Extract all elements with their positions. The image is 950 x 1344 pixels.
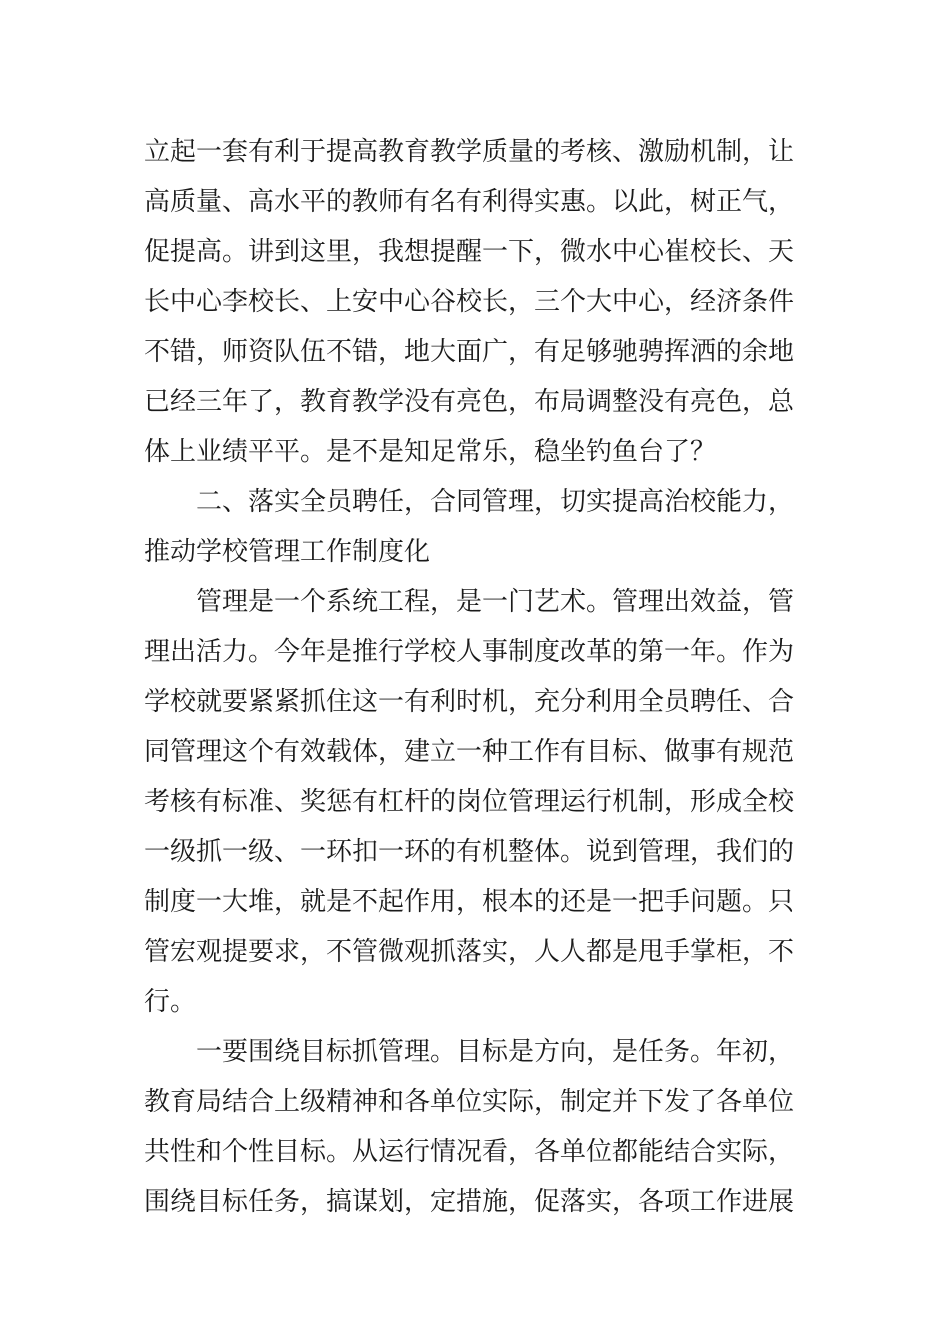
text-line: 管理是一个系统工程，是一门艺术。管理出效益，管 (196, 587, 795, 617)
text-line: 体上业绩平平。是不是知足常乐，稳坐钓鱼台了？ (144, 437, 717, 467)
text-line: 同管理这个有效载体，建立一种工作有目标、做事有规范 (144, 737, 795, 767)
text-line: 教育局结合上级精神和各单位实际，制定并下发了各单位 (144, 1087, 795, 1117)
text-line: 高质量、高水平的教师有名有利得实惠。以此，树正气， (144, 187, 795, 217)
text-line: 一级抓一级、一环扣一环的有机整体。说到管理，我们的 (144, 837, 795, 867)
body-text (144, 127, 812, 1227)
text-line: 一要围绕目标抓管理。目标是方向，是任务。年初， (196, 1037, 795, 1067)
text-line: 行。 (144, 987, 197, 1017)
section-heading-line: 二、落实全员聘任，合同管理，切实提高治校能力， (196, 487, 795, 517)
text-line: 围绕目标任务，搞谋划，定措施，促落实，各项工作进展 (144, 1187, 795, 1217)
text-line: 共性和个性目标。从运行情况看，各单位都能结合实际， (144, 1137, 795, 1167)
text-line: 已经三年了，教育教学没有亮色，布局调整没有亮色，总 (144, 387, 795, 417)
text-line: 考核有标准、奖惩有杠杆的岗位管理运行机制，形成全校 (144, 787, 795, 817)
text-line: 不错，师资队伍不错，地大面广，有足够驰骋挥洒的余地 (144, 337, 795, 367)
text-line: 管宏观提要求，不管微观抓落实，人人都是甩手掌柜，不 (144, 937, 795, 967)
text-line: 立起一套有利于提高教育教学质量的考核、激励机制，让 (144, 137, 795, 167)
text-line: 长中心李校长、上安中心谷校长，三个大中心，经济条件 (144, 287, 795, 317)
text-line: 促提高。讲到这里，我想提醒一下，微水中心崔校长、天 (144, 237, 795, 267)
text-line: 制度一大堆，就是不起作用，根本的还是一把手问题。只 (144, 887, 795, 917)
text-line: 学校就要紧紧抓住这一有利时机，充分利用全员聘任、合 (144, 687, 795, 717)
section-heading-line: 推动学校管理工作制度化 (144, 537, 431, 567)
text-line: 理出活力。今年是推行学校人事制度改革的第一年。作为 (144, 637, 795, 667)
